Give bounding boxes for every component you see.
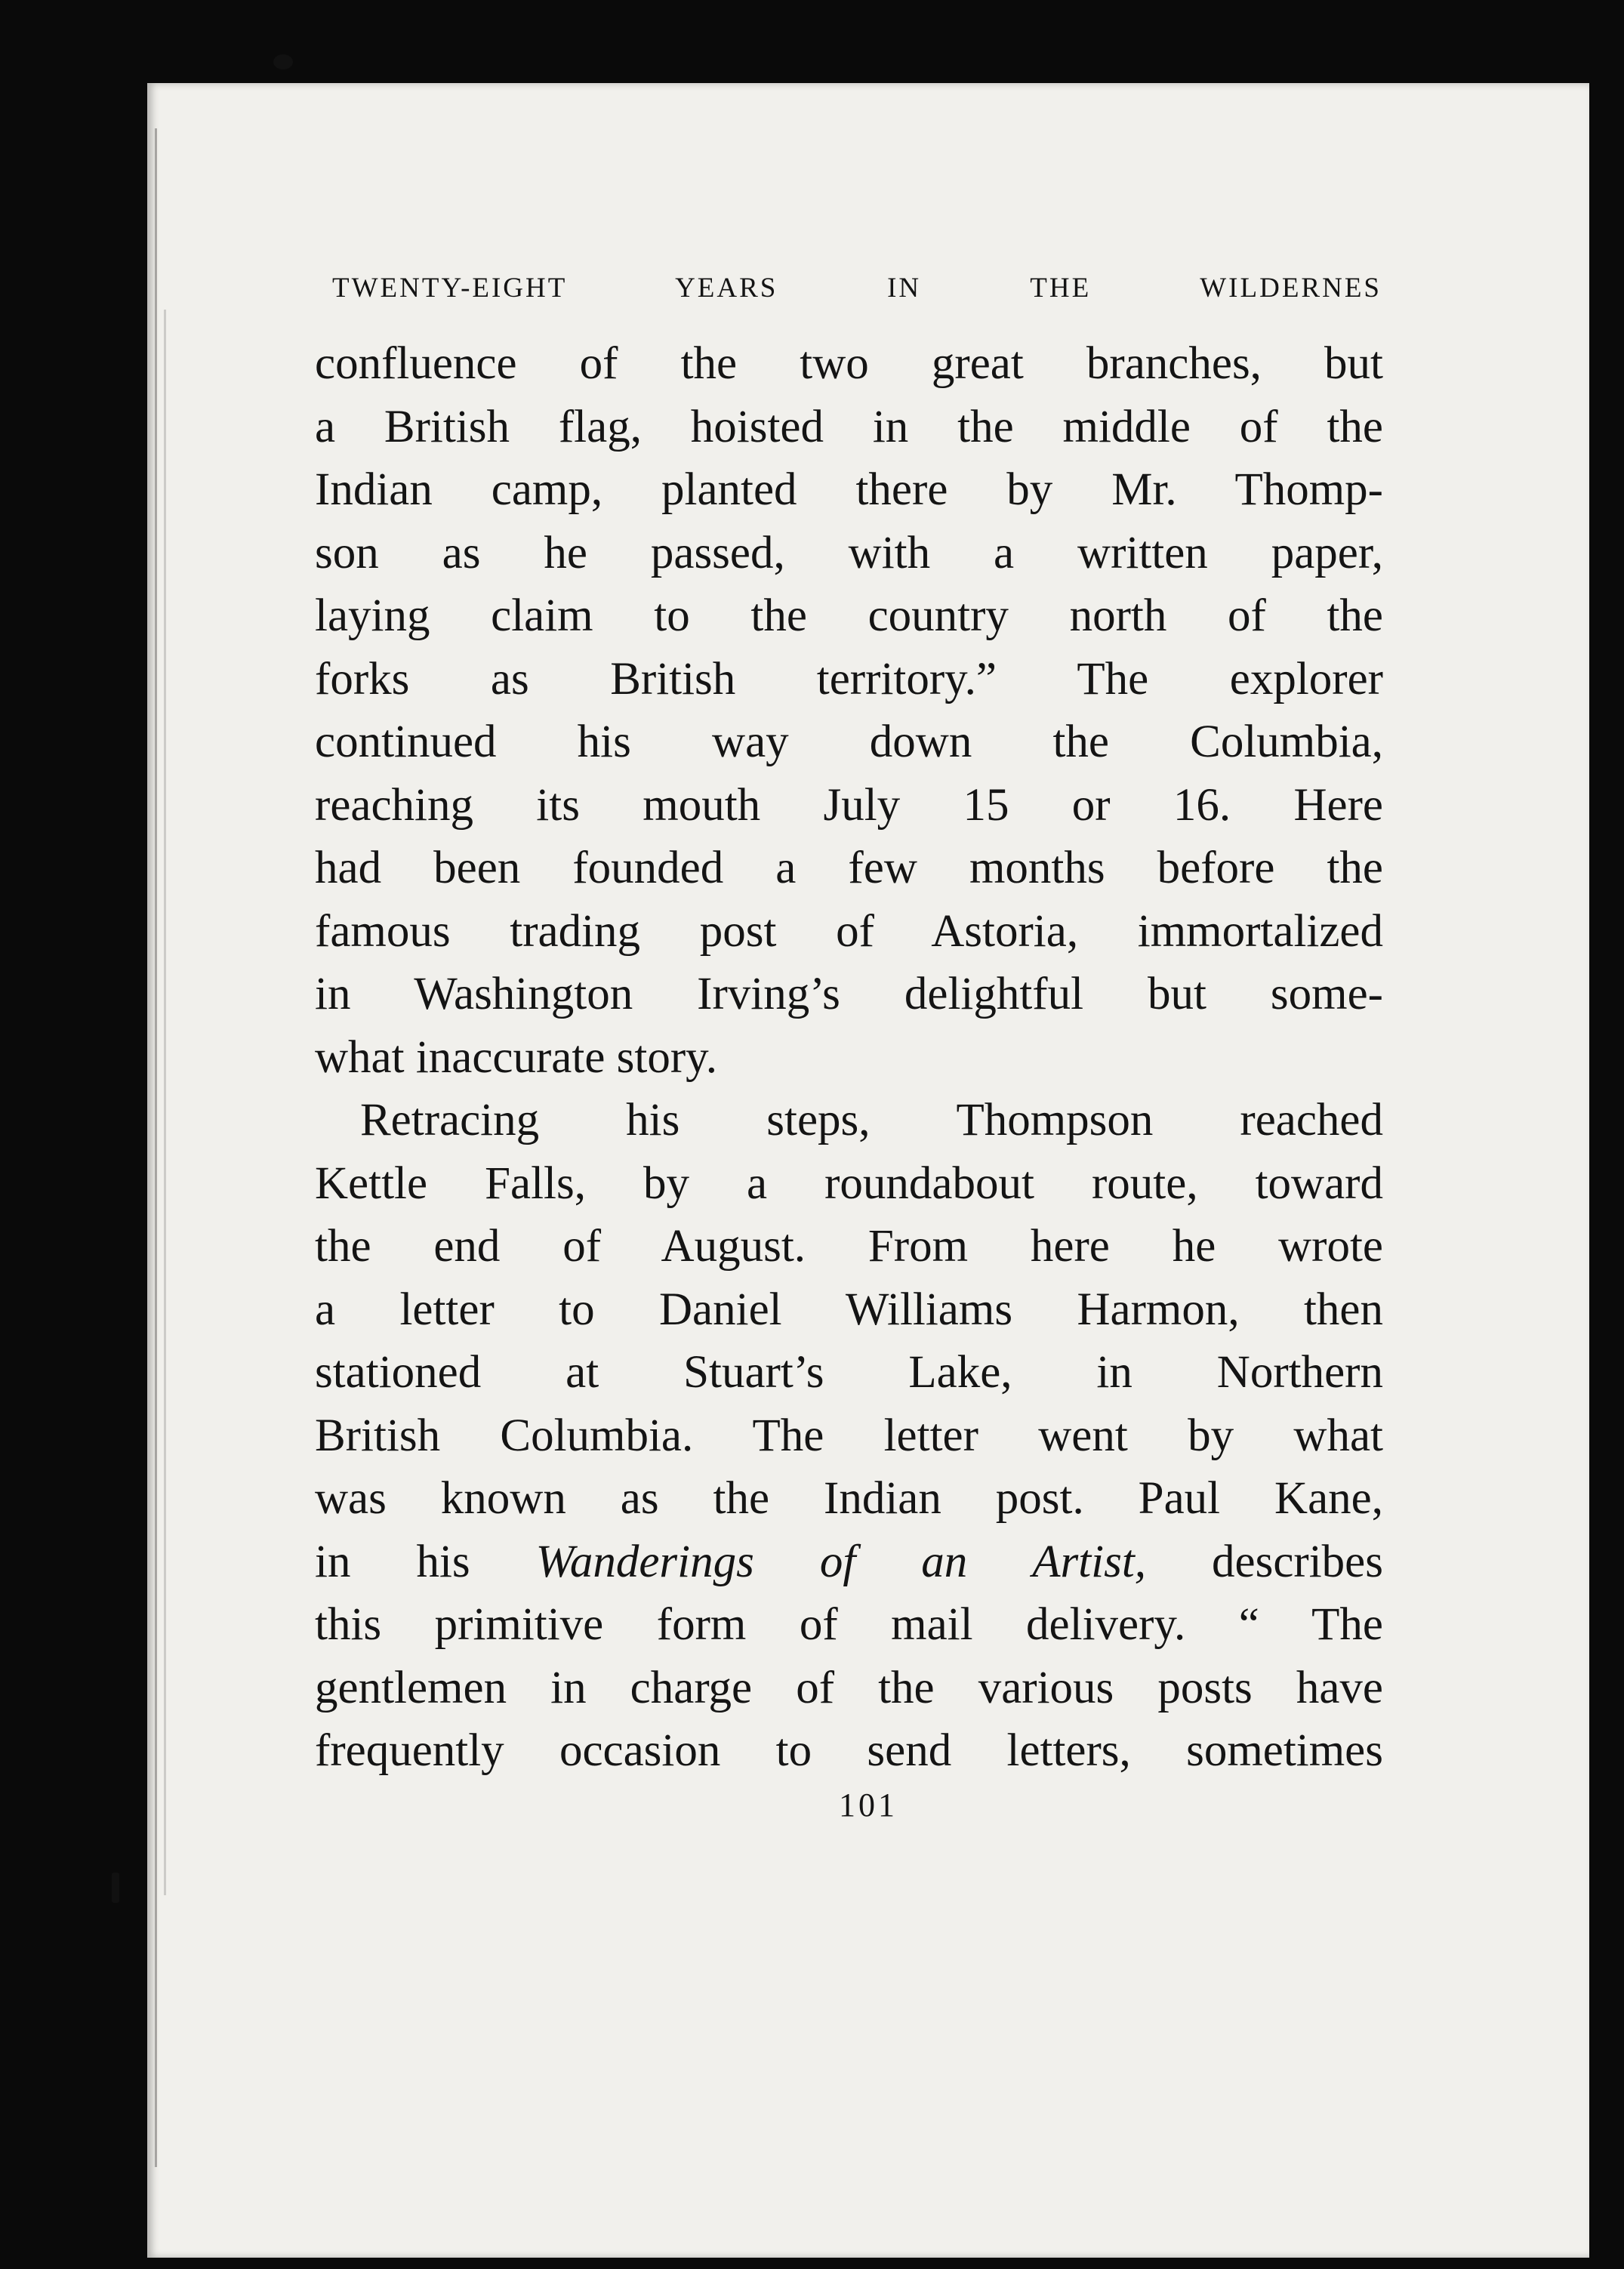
text-line-with-title xyxy=(315,1531,1383,1594)
text-fragment: in his xyxy=(315,1536,536,1587)
text-line: this primitive form of mail delivery. “ The xyxy=(315,1599,1383,1650)
body-text xyxy=(315,332,1383,1783)
text-line: in Washington Irving’s delightful but some- xyxy=(315,969,1383,1019)
text-line: forks as British territory.” The explorer xyxy=(315,653,1383,704)
paragraph-start-line: Retracing his steps, Thompson reached xyxy=(360,1095,1383,1145)
gutter-shadow xyxy=(155,128,157,2167)
text-line: British Columbia. The letter went by what xyxy=(315,1410,1383,1461)
text-line: Indian camp, planted there by Mr. Thomp- xyxy=(315,464,1383,515)
text-line: what inaccurate story. xyxy=(315,1031,717,1083)
text-line: Kettle Falls, by a roundabout route, toward xyxy=(315,1158,1383,1209)
book-title-italic: Wanderings of an Artist, xyxy=(535,1536,1147,1587)
text-line: frequently occasion to send letters, sometimes xyxy=(315,1725,1383,1776)
running-header: TWENTY-EIGHT YEARS IN THE WILDERNES xyxy=(332,273,1382,304)
text-line: famous trading post of Astoria, immortalized xyxy=(315,905,1383,957)
text-line: had been founded a few months before the xyxy=(315,843,1383,893)
text-line: stationed at Stuart’s Lake, in Northern xyxy=(315,1347,1383,1398)
gutter-shadow-inner xyxy=(164,310,166,1895)
text-line: the end of August. From here he wrote xyxy=(315,1221,1383,1272)
text-line: gentlemen in charge of the various posts have xyxy=(315,1662,1383,1713)
text-line: was known as the Indian post. Paul Kane, xyxy=(315,1473,1383,1524)
scan-speck xyxy=(112,1873,119,1903)
book-page xyxy=(147,83,1589,2258)
scan-speck xyxy=(273,54,293,69)
text-line: a British flag, hoisted in the middle of the xyxy=(315,401,1383,452)
text-line: a letter to Daniel Williams Harmon, then xyxy=(315,1284,1383,1335)
text-fragment: describes xyxy=(1146,1536,1383,1587)
text-line: laying claim to the country north of the xyxy=(315,590,1383,641)
text-line: confluence of the two great branches, but xyxy=(315,338,1383,389)
text-line: reaching its mouth July 15 or 16. Here xyxy=(315,779,1383,831)
page-number: 101 xyxy=(839,1787,898,1824)
text-line: continued his way down the Columbia, xyxy=(315,717,1383,767)
text-line: son as he passed, with a written paper, xyxy=(315,527,1383,578)
